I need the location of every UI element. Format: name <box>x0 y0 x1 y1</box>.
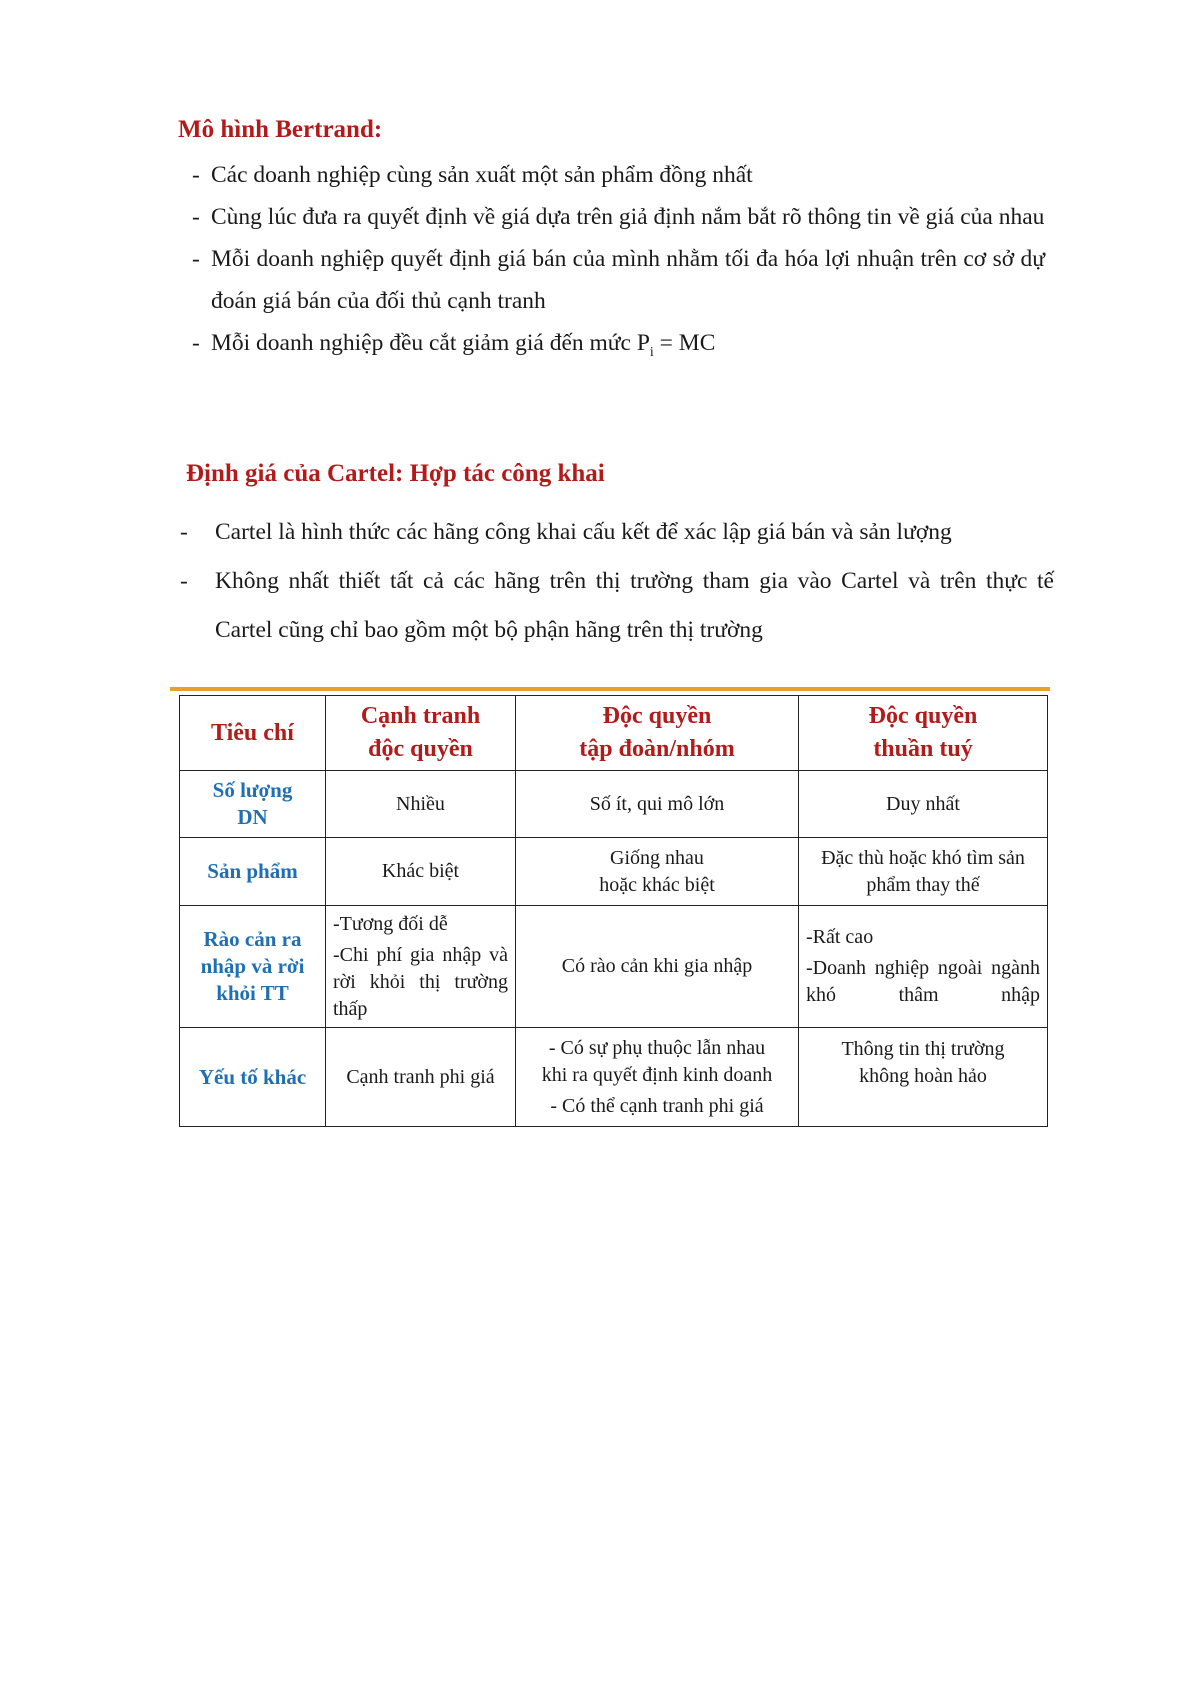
table-cell: Khác biệt <box>326 838 516 906</box>
table-row <box>180 838 1048 906</box>
row-head-line: DN <box>237 805 268 829</box>
header-line: thuần tuý <box>873 736 973 762</box>
bertrand-heading: Mô hình Bertrand: <box>178 116 383 143</box>
dash-bullet: - <box>180 568 188 594</box>
row-head-number-of-firms <box>180 771 326 838</box>
list-item-text-suffix: = MC <box>653 330 716 356</box>
table-cell <box>326 906 516 1028</box>
header-line: Cạnh tranh <box>360 703 481 729</box>
dash-bullet: - <box>180 519 188 545</box>
dash-bullet: - <box>192 246 200 272</box>
table-cell: Có rào cản khi gia nhập <box>516 906 799 1028</box>
header-criteria: Tiêu chí <box>180 696 326 771</box>
cell-line: -Chi phí gia nhập và rời khỏi thị trường thấp <box>333 943 508 1020</box>
cell-line: Đặc thù hoặc khó tìm sản <box>821 846 1025 869</box>
row-head-line: Số lượng <box>212 778 293 802</box>
header-monopolistic-competition <box>326 696 516 771</box>
cell-line: không hoàn hảo <box>859 1065 987 1087</box>
table-cell: Số ít, qui mô lớn <box>516 771 799 838</box>
list-item <box>190 196 1045 238</box>
cell-line: -Tương đối dễ <box>333 912 448 935</box>
list-item-text: Mỗi doanh nghiệp đều cắt giảm giá đến mức P <box>211 330 650 356</box>
header-oligopoly <box>516 696 799 771</box>
list-item-text: Cartel là hình thức các hãng công khai cấu kết để xác lập giá bán và sản lượng <box>215 519 952 545</box>
dash-bullet: - <box>192 162 200 188</box>
table-cell <box>799 838 1048 906</box>
cartel-list <box>178 508 1054 655</box>
header-line: độc quyền <box>368 736 473 762</box>
list-item <box>190 322 1045 374</box>
cartel-heading: Định giá của Cartel: Hợp tác công khai <box>186 460 605 487</box>
table-cell <box>516 1028 799 1127</box>
table-row <box>180 771 1048 838</box>
list-item <box>178 508 1054 557</box>
cell-line: - Có sự phụ thuộc lẫn nhau <box>548 1036 766 1059</box>
row-head-line: khỏi TT <box>216 981 289 1005</box>
comparison-table <box>179 695 1048 1127</box>
cell-line: hoặc khác biệt <box>599 873 715 896</box>
row-head-other-factors: Yếu tố khác <box>180 1028 326 1127</box>
list-item-text: Không nhất thiết tất cả các hãng trên thị trường tham gia vào Cartel và trên thực tế Cartel cũng chỉ bao gồm một bộ phận hãng trên thị trường <box>215 568 1054 643</box>
table-row <box>180 1028 1048 1127</box>
table-cell: Nhiều <box>326 771 516 838</box>
cell-line: -Rất cao <box>806 926 874 948</box>
row-head-line: nhập và rời <box>200 954 305 978</box>
header-line: Độc quyền <box>602 703 712 729</box>
list-item <box>190 154 1045 196</box>
cell-line: khi ra quyết định kinh doanh <box>541 1063 773 1086</box>
price-subscript: i <box>649 345 654 360</box>
list-item <box>190 238 1045 322</box>
list-item-text: Cùng lúc đưa ra quyết định về giá dựa trên giả định nắm bắt rõ thông tin về giá của nhau <box>211 204 1045 230</box>
dash-bullet: - <box>192 330 200 356</box>
table-cell <box>799 1028 1048 1127</box>
table-cell <box>516 838 799 906</box>
dash-bullet: - <box>192 204 200 230</box>
header-line: Độc quyền <box>868 703 978 729</box>
cell-line: -Doanh nghiệp ngoài ngành khó thâm nhập <box>806 957 1040 1006</box>
header-line: tập đoàn/nhóm <box>579 736 735 762</box>
table-cell: Duy nhất <box>799 771 1048 838</box>
cell-line: Thông tin thị trường <box>841 1038 1005 1060</box>
cell-line: phẩm thay thế <box>866 873 980 896</box>
table-cell <box>799 906 1048 1028</box>
header-pure-monopoly <box>799 696 1048 771</box>
cell-line: Giống nhau <box>610 846 704 869</box>
bertrand-list <box>190 154 1045 374</box>
table-cell: Cạnh tranh phi giá <box>326 1028 516 1127</box>
cell-line: - Có thể cạnh tranh phi giá <box>550 1094 764 1117</box>
list-item <box>178 557 1054 655</box>
list-item-text: Mỗi doanh nghiệp quyết định giá bán của mình nhằm tối đa hóa lợi nhuận trên cơ sở dự đoán giá bán của đối thủ cạnh tranh <box>211 246 1045 314</box>
row-head-product: Sản phẩm <box>180 838 326 906</box>
divider <box>170 687 1050 691</box>
row-head-entry-barriers <box>180 906 326 1028</box>
list-item-text: Các doanh nghiệp cùng sản xuất một sản phẩm đồng nhất <box>211 162 753 188</box>
table-header-row <box>180 696 1048 771</box>
row-head-line: Rào cản ra <box>203 927 302 951</box>
table-row <box>180 906 1048 1028</box>
